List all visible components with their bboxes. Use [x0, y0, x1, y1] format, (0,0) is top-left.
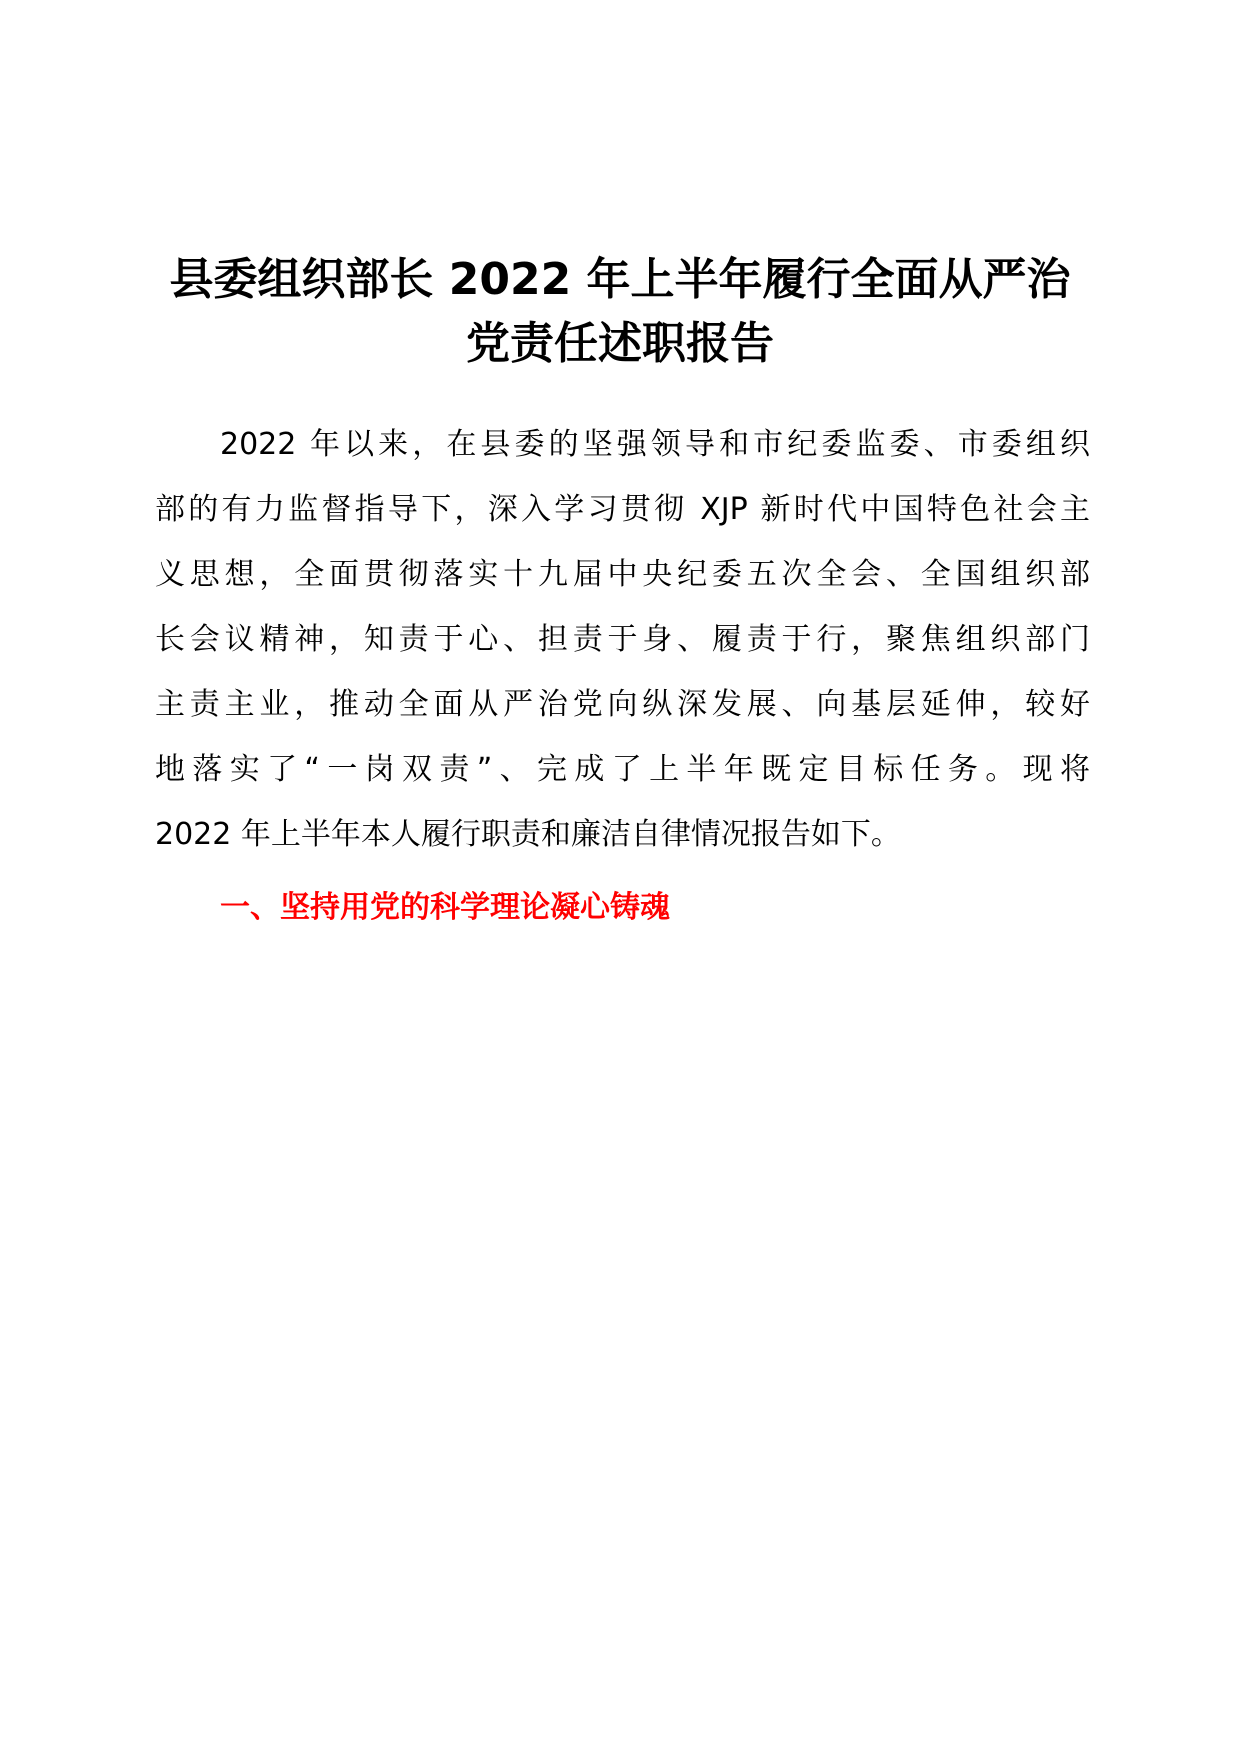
title-line-2: 党责任述职报告: [466, 318, 774, 369]
document-title: [150, 248, 1090, 376]
intro-paragraph: [155, 412, 1090, 867]
paragraph-line-5: 主责主业，推动全面从严治党向纵深发展、向基层延伸，较好: [155, 687, 1090, 722]
title-line-1: 县委组织部长 2022 年上半年履行全面从严治: [169, 254, 1071, 305]
paragraph-line-6: 地落实了“一岗双责”、完成了上半年既定目标任务。现将: [155, 752, 1090, 787]
paragraph-line-7: 2022 年上半年本人履行职责和廉洁自律情况报告如下。: [155, 817, 901, 852]
paragraph-line-4: 长会议精神，知责于心、担责于身、履责于行，聚焦组织部门: [155, 622, 1090, 657]
paragraph-line-1: 2022 年以来，在县委的坚强领导和市纪委监委、市委组织: [220, 427, 1090, 462]
paragraph-line-3: 义思想，全面贯彻落实十九届中央纪委五次全会、全国组织部: [155, 557, 1090, 592]
paragraph-line-2: 部的有力监督指导下，深入学习贯彻 XJP 新时代中国特色社会主: [155, 492, 1090, 527]
section-heading-1: 一、坚持用党的科学理论凝心铸魂: [220, 890, 670, 925]
